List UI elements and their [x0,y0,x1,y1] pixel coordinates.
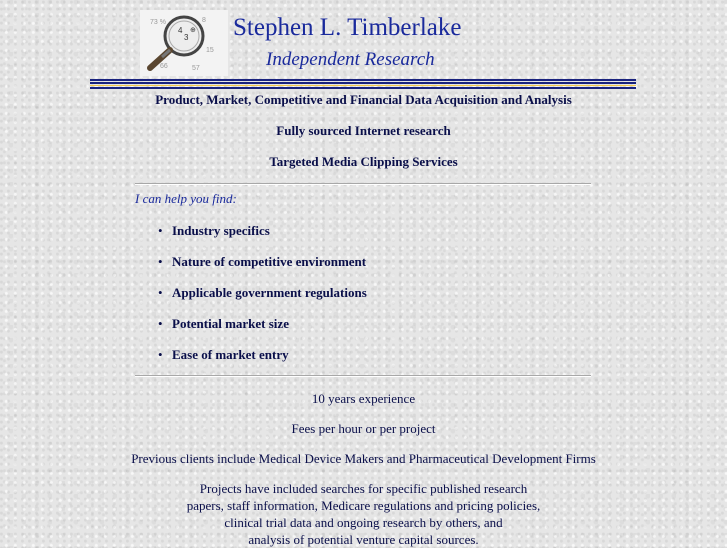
svg-text:66: 66 [160,63,168,70]
header-divider [90,79,636,90]
list-item: • Potential market size [158,316,289,331]
projects-line: analysis of potential venture capital sources. [248,532,479,547]
divider-stripe [90,85,636,86]
svg-text:⊕: ⊕ [190,27,196,34]
divider-stripe [90,82,636,84]
list-item: • Ease of market entry [158,347,289,362]
svg-text:15: 15 [206,47,214,54]
list-item-label: Potential market size [172,316,289,331]
clients-text: Previous clients include Medical Device Makers and Pharmaceutical Development Firms [131,451,596,466]
svg-text:4: 4 [178,26,183,35]
page-title: Stephen L. Timberlake [233,14,462,41]
list-item: • Nature of competitive environment [158,254,367,269]
svg-text:3: 3 [184,33,189,42]
divider-stripe [90,79,636,81]
projects-line: papers, staff information, Medicare regulations and pricing policies, [186,498,541,513]
svg-text:73 %: 73 % [150,19,166,26]
service-line: Fully sourced Internet research [276,123,451,138]
divider-stripe [90,87,636,89]
fees-text: Fees per hour or per project [291,421,436,436]
page-subtitle: Independent Research [266,49,435,70]
list-item-label: Nature of competitive environment [172,254,367,269]
list-item: • Applicable government regulations [158,285,367,300]
projects-line: clinical trial data and ongoing research by others, and [224,515,503,530]
magnifying-glass-icon [140,10,228,76]
service-line: Targeted Media Clipping Services [269,154,458,169]
svg-text:57: 57 [192,65,200,72]
svg-text:8: 8 [202,17,206,24]
experience-text: 10 years experience [311,391,416,406]
logo-image [140,10,228,76]
list-item-label: Applicable government regulations [172,285,367,300]
list-item: • Industry specifics [158,223,270,238]
list-item-label: Industry specifics [172,223,270,238]
section-divider [135,183,591,185]
list-item-label: Ease of market entry [172,347,289,362]
service-line: Product, Market, Competitive and Financial Data Acquisition and Analysis [155,92,572,107]
section-divider [135,375,591,377]
help-intro: I can help you find: [135,191,237,206]
projects-line: Projects have included searches for specific published research [199,481,528,496]
